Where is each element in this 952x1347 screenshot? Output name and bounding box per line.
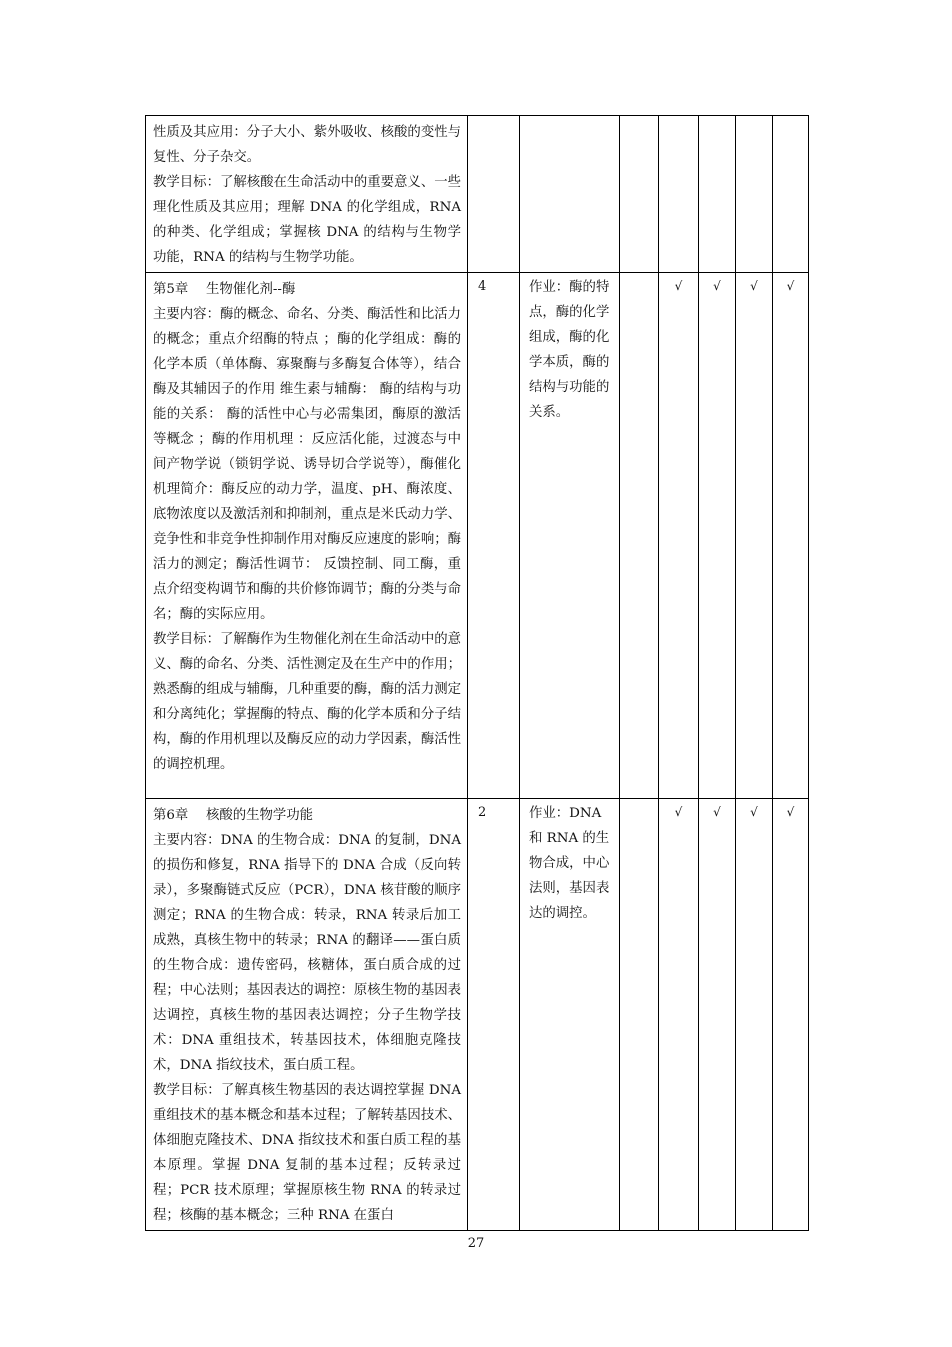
hours-cell	[468, 116, 520, 273]
table-row	[146, 799, 809, 1231]
check-cell	[620, 273, 659, 799]
check-cell	[773, 116, 809, 273]
assignment-cell: 作业：酶的特点，酶的化学组成，酶的化学本质，酶的结构与功能的关系。	[520, 273, 620, 799]
content-paragraph: 教学目标：了解真核生物基因的表达调控掌握 DNA 重组技术的基本概念和基本过程；了解转基因技术、体细胞克隆技术、DNA 指纹技术和蛋白质工程的基本原理。掌握 DNA 复制的基本过程；反转录过程；PCR 技术原理；掌握原核生物 RNA 的转录过程；核酶的基本概念；三种 RNA 在蛋白	[153, 1083, 461, 1223]
content-cell	[146, 116, 468, 273]
check-cell: √	[659, 799, 699, 1231]
check-cell	[620, 799, 659, 1231]
chapter-title: 第5章 生物催化剂--酶	[153, 282, 296, 297]
content-paragraph: 教学目标：了解核酸在生命活动中的重要意义、一些理化性质及其应用；理解 DNA 的化学组成，RNA 的种类、化学组成；掌握核 DNA 的结构与生物学功能，RNA 的结构与生物学功能。	[153, 175, 461, 265]
table-row	[146, 116, 809, 273]
content-paragraph: 主要内容：DNA 的生物合成：DNA 的复制，DNA 的损伤和修复，RNA 指导下的 DNA 合成（反向转录），多聚酶链式反应（PCR），DNA 核苷酸的顺序测定；RNA 的生物合成：转录，RNA 转录后加工成熟，真核生物中的转录；RNA 的翻译——蛋白质的生物合成：遗传密码，核糖体，蛋白质合成的过程；中心法则；基因表达的调控：原核生物的基因表达调控，真核生物的基因表达调控；分子生物学技术：DNA 重组技术，转基因技术，体细胞克隆技术，DNA 指纹技术，蛋白质工程。	[153, 833, 461, 1073]
assignment-cell	[520, 116, 620, 273]
content-paragraph: 教学目标：了解酶作为生物催化剂在生命活动中的意义、酶的命名、分类、活性测定及在生产中的作用；熟悉酶的组成与辅酶，几种重要的酶，酶的活力测定和分离纯化；掌握酶的特点、酶的化学本质和分子结构，酶的作用机理以及酶反应的动力学因素，酶活性的调控机理。	[153, 632, 461, 772]
table-row	[146, 273, 809, 799]
syllabus-table	[145, 115, 809, 1231]
hours-cell: 2	[468, 799, 520, 1231]
check-cell: √	[773, 273, 809, 799]
check-cell: √	[699, 273, 736, 799]
hours-cell: 4	[468, 273, 520, 799]
content-cell	[146, 273, 468, 799]
page-number: 27	[467, 1236, 485, 1251]
content-paragraph: 性质及其应用：分子大小、紫外吸收、核酸的变性与复性、分子杂交。	[153, 125, 461, 165]
check-cell	[620, 116, 659, 273]
content-cell	[146, 799, 468, 1231]
content-paragraph: 主要内容：酶的概念、命名、分类、酶活性和比活力的概念；重点介绍酶的特点 ；酶的化学组成：酶的化学本质（单体酶、寡聚酶与多酶复合体等），结合酶及其辅因子的作用 维生素与辅酶： 酶的结构与功能的关系： 酶的活性中心与必需集团，酶原的激活等概念 ；酶的作用机理 ：反应活化能，过渡态与中间产物学说（锁钥学说、诱导切合学说等），酶催化机理简介：酶反应的动力学，温度、pH、酶浓度、底物浓度以及激活剂和抑制剂，重点是米氏动力学、竞争性和非竞争性抑制作用对酶反应速度的影响；酶活力的测定；酶活性调节： 反馈控制、同工酶，重点介绍变构调节和酶的共价修饰调节；酶的分类与命名；酶的实际应用。	[153, 307, 461, 622]
check-cell	[659, 116, 699, 273]
check-cell: √	[699, 799, 736, 1231]
assignment-cell: 作业：DNA 和 RNA 的生物合成，中心法则，基因表达的调控。	[520, 799, 620, 1231]
chapter-title: 第6章 核酸的生物学功能	[153, 808, 314, 823]
check-cell	[736, 116, 773, 273]
check-cell: √	[736, 799, 773, 1231]
check-cell	[699, 116, 736, 273]
check-cell: √	[659, 273, 699, 799]
check-cell: √	[736, 273, 773, 799]
check-cell: √	[773, 799, 809, 1231]
